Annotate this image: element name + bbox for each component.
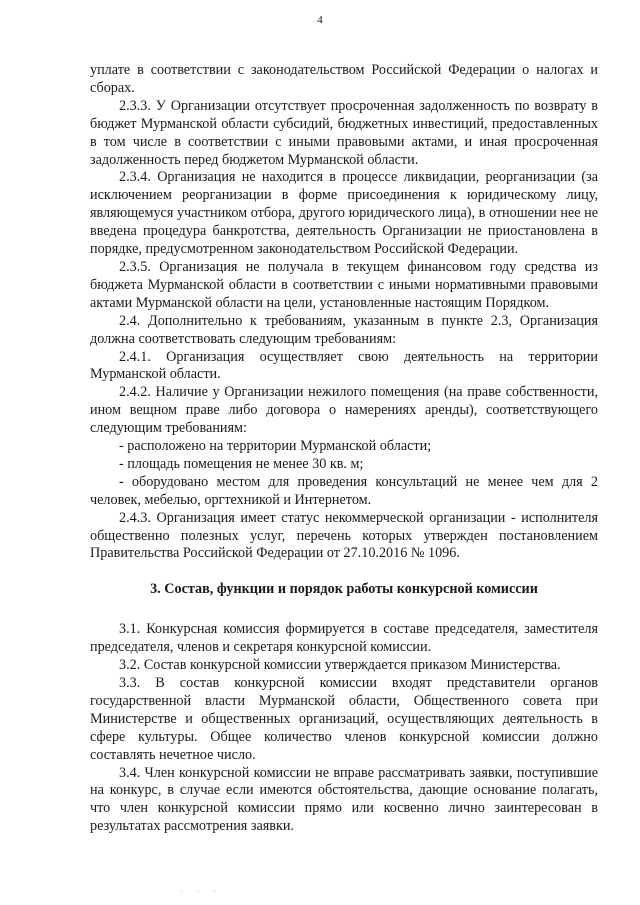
list-item: - расположено на территории Мурманской области; (119, 438, 432, 455)
paragraph-3-3: 3.3. В состав конкурсной комиссии входят представители органов государственной власти Мурманской области, Общественного совета при Министерстве и общественных организаций, осуществляющих деятельность в сфере культуры. Общее количество членов конкурсной комиссии должно составлять нечетное число. (90, 675, 598, 763)
scan-artifact: · · · (180, 887, 222, 896)
paragraph-2-4-2: 2.4.2. Наличие у Организации нежилого помещения (на праве собственности, ином вещном праве либо договора о намерениях аренды), соответствующего следующим требованиям: (90, 384, 598, 437)
paragraph-2-3-3: 2.3.3. У Организации отсутствует просроченная задолженность по возврату в бюджет Мурманской области субсидий, бюджетных инвестиций, предоставленных в том числе в соответствии с иными правовыми актами, и иная просроченная задолженность перед бюджетом Мурманской области. (90, 97, 598, 168)
paragraph-3-4: 3.4. Член конкурсной комиссии не вправе рассматривать заявки, поступившие на конкурс, в случае если имеются обстоятельства, дающие основание полагать, что член конкурсной комиссии прямо или косвенно лично заинтересован в результатах рассмотрения заявки. (90, 764, 598, 835)
paragraph: уплате в соответствии с законодательством Российской Федерации о налогах и сборах. (90, 62, 598, 96)
list-item: - оборудовано местом для проведения консультаций не менее чем для 2 человек, мебелью, оргтехникой и Интернетом. (90, 473, 598, 508)
document-body (90, 62, 598, 836)
paragraph-2-4-3: 2.4.3. Организация имеет статус некоммерческой организации - исполнителя общественно полезных услуг, перечень которых утвержден постановлением Правительства Российской Федерации от 27.10.2016 № 1096. (90, 509, 598, 562)
list-item: - площадь помещения не менее 30 кв. м; (119, 455, 364, 472)
section-heading: 3. Состав, функции и порядок работы конкурсной комиссии (150, 581, 538, 598)
paragraph-2-4-1: 2.4.1. Организация осуществляет свою деятельность на территории Мурманской области. (90, 348, 598, 383)
paragraph-2-3-4: 2.3.4. Организация не находится в процессе ликвидации, реорганизации (за исключением реорганизации в форме присоединения к юридическому лицу, являющемуся участником отбора, другого юридического лица), в отношении нее не введена процедура банкротства, деятельность Организации не приостановлена в порядке, предусмотренном законодательством Российской Федерации. (90, 169, 598, 258)
paragraph-3-1: 3.1. Конкурсная комиссия формируется в составе председателя, заместителя председателя, членов и секретаря конкурсной комиссии. (90, 621, 598, 656)
paragraph-2-4: 2.4. Дополнительно к требованиям, указанным в пункте 2.3, Организация должна соответствовать следующим требованиям: (90, 312, 598, 347)
paragraph-3-2: 3.2. Состав конкурсной комиссии утверждается приказом Министерства. (119, 657, 561, 674)
paragraph-2-3-5: 2.3.5. Организация не получала в текущем финансовом году средства из бюджета Мурманской области в соответствии с иными нормативными правовыми актами Мурманской области на цели, установленные настоящим Порядком. (90, 258, 598, 311)
page-number: 4 (317, 14, 323, 26)
